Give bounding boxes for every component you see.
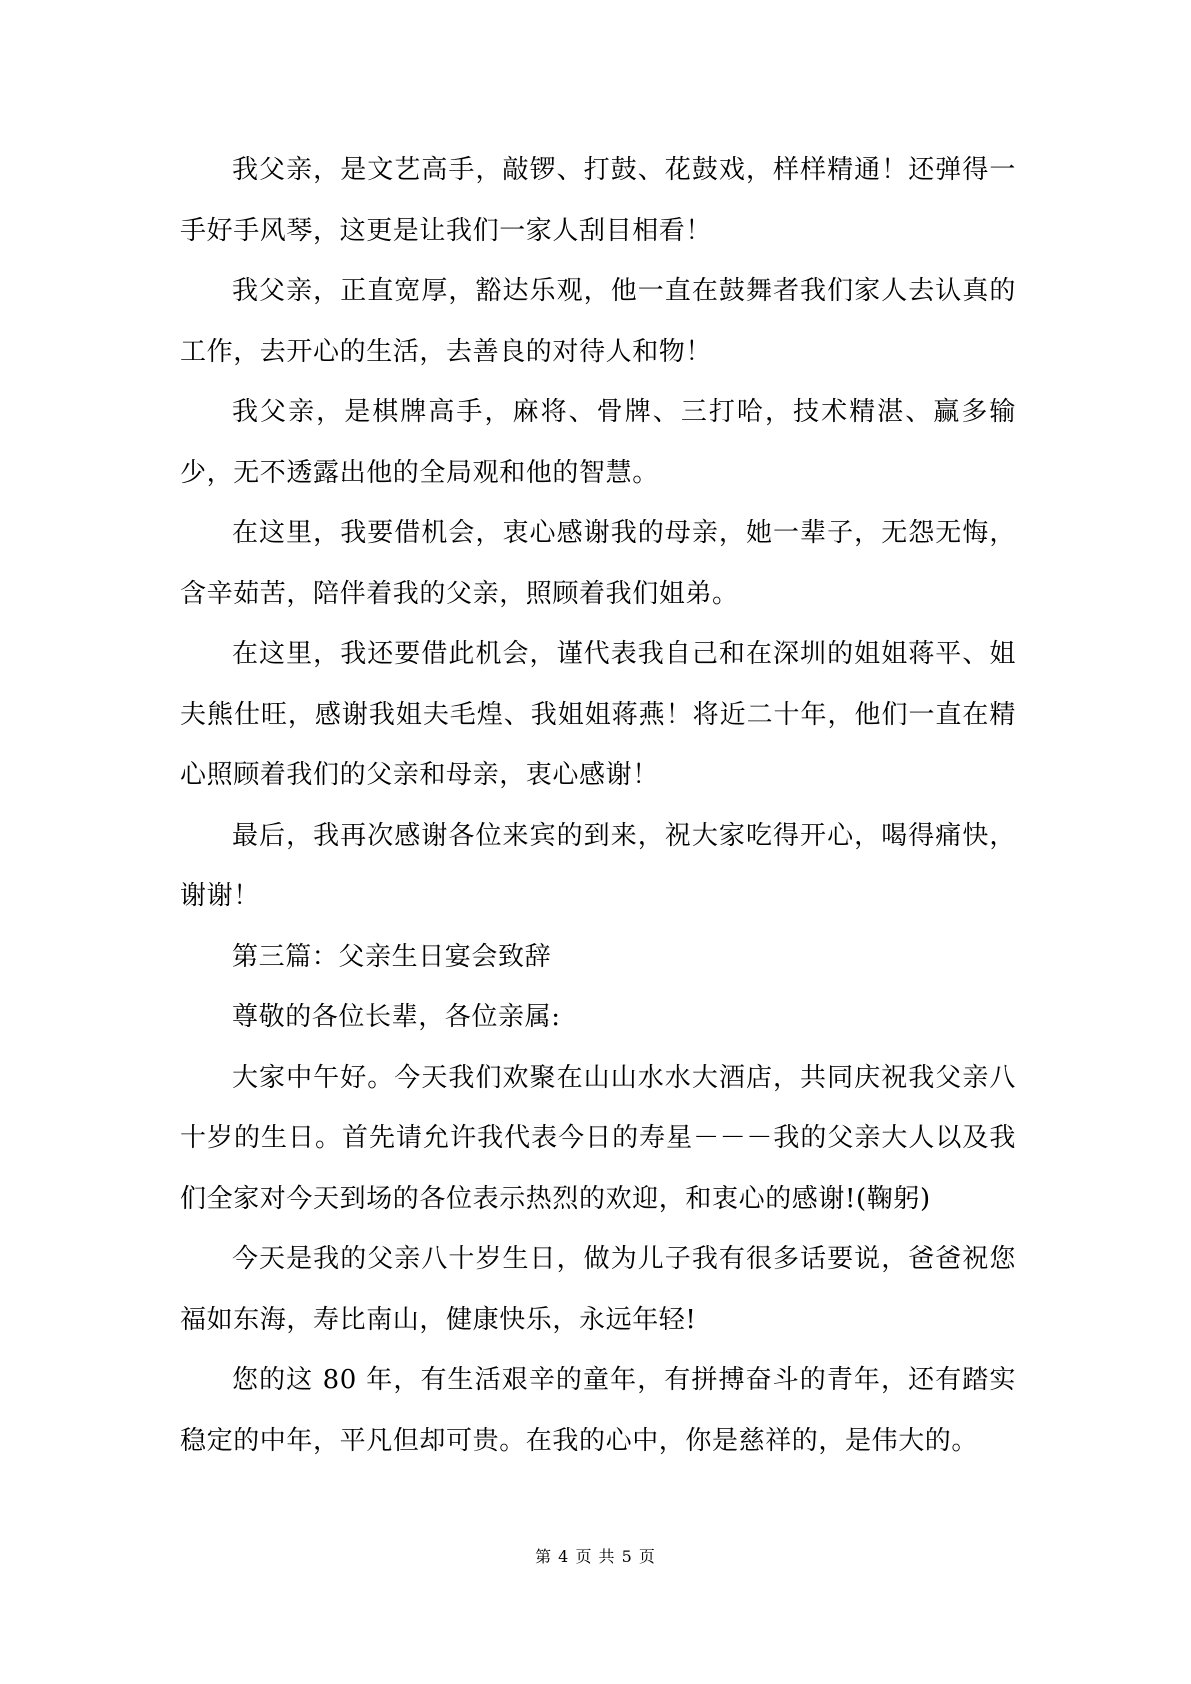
paragraph: 最后，我再次感谢各位来宾的到来，祝大家吃得开心，喝得痛快，谢谢！: [180, 820, 1016, 911]
paragraph: 我父亲，正直宽厚，豁达乐观，他一直在鼓舞者我们家人去认真的工作，去开心的生活，去善良的对待人和物！: [180, 276, 1016, 367]
paragraph: 在这里，我还要借此机会，谨代表我自己和在深圳的姐姐蒋平、姐夫熊仕旺，感谢我姐夫毛煌、我姐姐蒋燕！将近二十年，他们一直在精心照顾着我们的父亲和母亲，衷心感谢！: [180, 639, 1016, 790]
paragraph: 今天是我的父亲八十岁生日，做为儿子我有很多话要说，爸爸祝您福如东海，寿比南山，健康快乐，永远年轻!: [180, 1244, 1016, 1335]
salutation: 尊敬的各位长辈，各位亲属:: [232, 1002, 561, 1032]
section-heading: 第三篇：父亲生日宴会致辞: [232, 941, 552, 972]
paragraph: 您的这 80 年，有生活艰辛的童年，有拼搏奋斗的青年，还有踏实稳定的中年，平凡但却可贵。在我的心中，你是慈祥的，是伟大的。: [180, 1365, 1016, 1456]
paragraph: 我父亲，是棋牌高手，麻将、骨牌、三打哈，技术精湛、赢多输少，无不透露出他的全局观和他的智慧。: [180, 397, 1016, 488]
page-number-footer: 第 4 页 共 5 页: [535, 1547, 656, 1566]
paragraph: 在这里，我要借机会，衷心感谢我的母亲，她一辈子，无怨无悔，含辛茹苦，陪伴着我的父亲，照顾着我们姐弟。: [180, 518, 1016, 609]
document-body: [180, 140, 1016, 1471]
paragraph: 大家中午好。今天我们欢聚在山山水水大酒店，共同庆祝我父亲八十岁的生日。首先请允许我代表今日的寿星－－－我的父亲大人以及我们全家对今天到场的各位表示热烈的欢迎，和衷心的感谢!(鞠躬): [180, 1062, 1016, 1214]
paragraph: 我父亲，是文艺高手，敲锣、打鼓、花鼓戏，样样精通！还弹得一手好手风琴，这更是让我们一家人刮目相看！: [180, 155, 1016, 246]
